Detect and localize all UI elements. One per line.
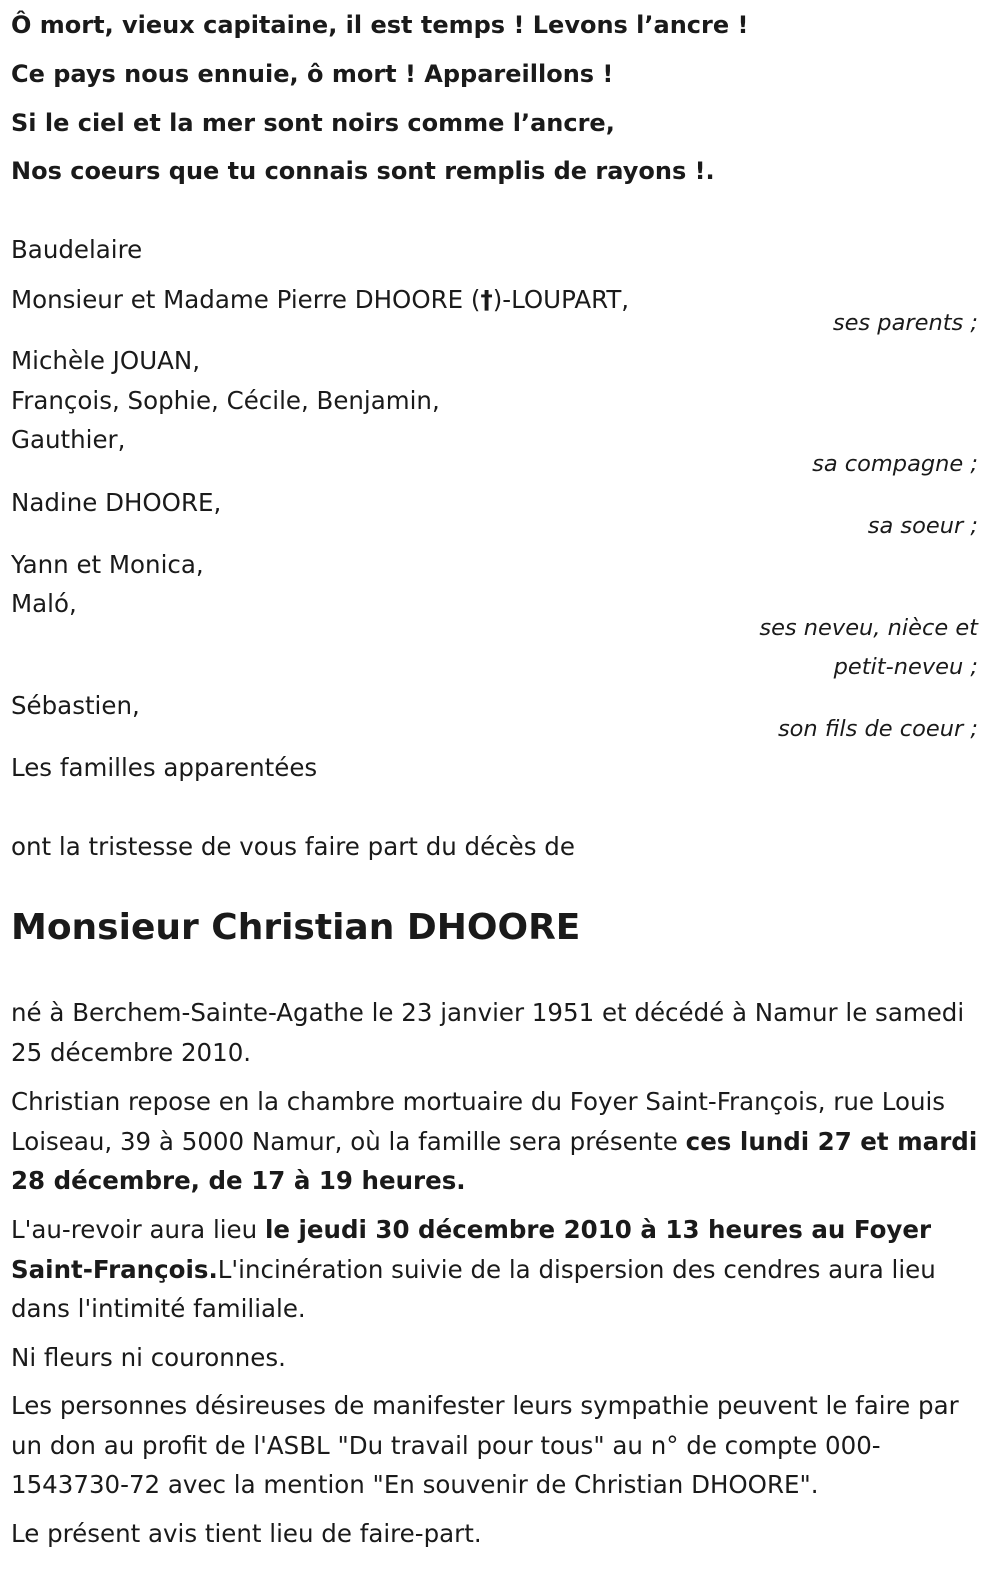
poem-author: Baudelaire [11, 235, 143, 264]
heart-son-name: Sébastien, [11, 691, 140, 720]
closing-note: Le présent avis tient lieu de faire-part. [11, 1519, 482, 1548]
companion-line-3: Gauthier, [11, 425, 126, 454]
announcement-intro: ont la tristesse de vous faire part du décès de [11, 832, 575, 861]
nephews-line-2: Maló, [11, 589, 77, 618]
poem-line-3: Si le ciel et la mer sont noirs comme l’ancre, [11, 109, 615, 137]
sister-name: Nadine DHOORE, [11, 488, 222, 517]
poem-line-2: Ce pays nous ennuie, ô mort ! Appareillons ! [11, 60, 614, 88]
donation-paragraph: Les personnes désireuses de manifester leurs sympathie peuvent le faire par un don au profit de l'ASBL "Du travail pour tous" au n° de compte 000-1543730-72 avec la mention "En souvenir de Christian DHOORE". [11, 1391, 959, 1499]
no-flowers: Ni fleurs ni couronnes. [11, 1343, 286, 1372]
cross-icon: † [480, 285, 493, 314]
companion-line-1: Michèle JOUAN, [11, 346, 201, 375]
parents-prefix: Monsieur et Madame Pierre DHOORE ( [11, 285, 481, 314]
parents-suffix: )-LOUPART, [492, 285, 630, 314]
poem-line-4: Nos coeurs que tu connais sont remplis de rayons !. [11, 157, 715, 185]
farewell-rest: L'incinération suivie de la dispersion des cendres aura lieu dans l'intimité familiale. [11, 1254, 936, 1323]
birth-death-paragraph: né à Berchem-Sainte-Agathe le 23 janvier 1951 et décédé à Namur le samedi 25 décembre 2010. [11, 998, 965, 1067]
parents-names [11, 285, 629, 315]
parents-relation: ses parents ; [832, 310, 978, 336]
poem-line-1: Ô mort, vieux capitaine, il est temps ! Levons l’ancre ! [11, 11, 749, 39]
nephews-relation-1: ses neveu, nièce et [759, 615, 978, 641]
sister-relation: sa soeur ; [867, 513, 978, 539]
related-families: Les familles apparentées [11, 753, 318, 782]
nephews-relation-2: petit-neveu ; [833, 654, 978, 680]
repose-paragraph [11, 1082, 986, 1201]
farewell-text: L'au-revoir aura lieu [11, 1215, 265, 1244]
farewell-date: le jeudi 30 décembre 2010 à 13 heures au Foyer Saint-François. [11, 1215, 932, 1284]
companion-relation: sa compagne ; [812, 451, 978, 477]
nephews-line-1: Yann et Monica, [11, 550, 204, 579]
repose-times: ces lundi 27 et mardi 28 décembre, de 17 à 19 heures. [11, 1126, 978, 1195]
heart-son-relation: son fils de coeur ; [777, 716, 978, 742]
repose-text: Christian repose en la chambre mortuaire du Foyer Saint-François, rue Louis Loiseau, 39 à 5000 Namur, où la famille sera présente [11, 1087, 946, 1156]
deceased-name: Monsieur Christian DHOORE [11, 907, 581, 948]
farewell-paragraph [11, 1210, 986, 1329]
companion-line-2: François, Sophie, Cécile, Benjamin, [11, 386, 440, 415]
